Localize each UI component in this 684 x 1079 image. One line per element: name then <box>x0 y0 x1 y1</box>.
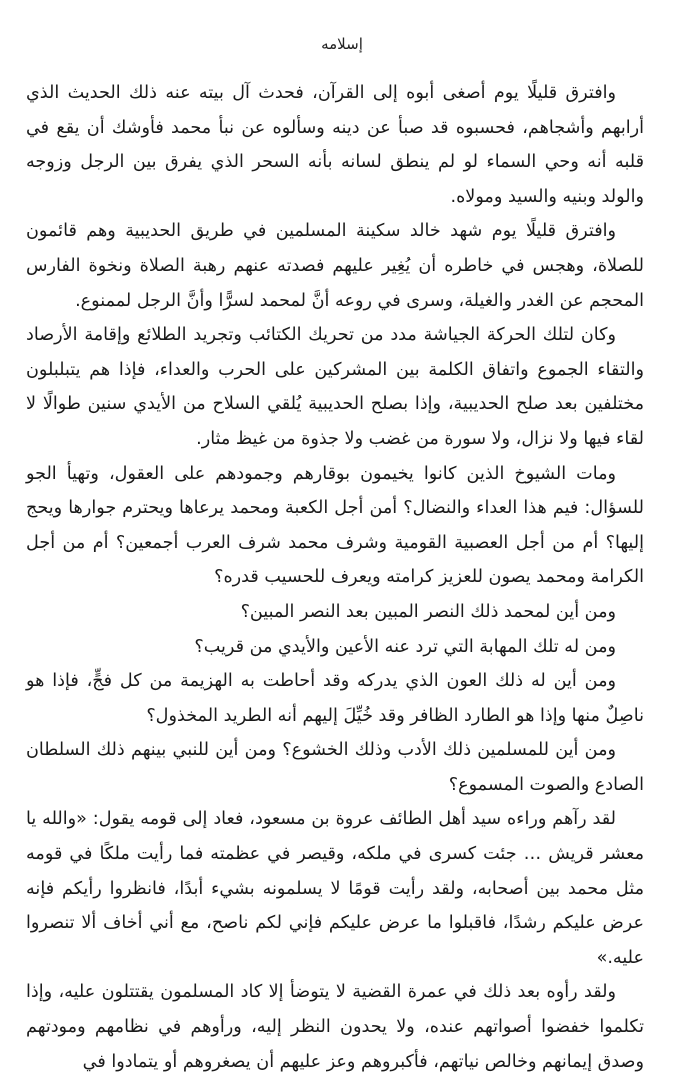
paragraph: وافترق قليلًا يوم شهد خالد سكينة المسلمين في طريق الحديبية وهم قائمون للصلاة، وهجس في خاطره أن يُغِير عليهم فصدته عنهم رهبة الصلاة ونخوة الفارس المحجم عن الغدر والغيلة، وسرى في روعه أنَّ لمحمد لسرًّا وأنَّ الرجل لممنوع. <box>26 221 644 311</box>
paragraph: ولقد رأوه بعد ذلك في عمرة القضية لا يتوضأ إلا كاد المسلمون يقتتلون عليه، وإذا تكلموا خفضوا أصواتهم عنده، ولا يحدون النظر إليه، ورأوهم في نظامهم ومودتهم وصدق إيمانهم وخالص نياتهم، فأكبروهم وعز عليهم أن يصغروهم أو يتمادوا في <box>26 982 644 1072</box>
paragraph: ومن له تلك المهابة التي ترد عنه الأعين والأيدي من قريب؟ <box>194 636 616 657</box>
paragraph: ومن أين للمسلمين ذلك الأدب وذلك الخشوع؟ ومن أين للنبي بينهم ذلك السلطان الصادع والصوت المسموع؟ <box>26 740 644 795</box>
paragraph: وافترق قليلًا يوم أصغى أبوه إلى القرآن، فحدث آل بيته عنه ذلك الحديث الذي أرابهم وأشجاهم، فحسبوه قد صبأ عن دينه وسألوه عن نبأ محمد فأوشك أن يقع في قلبه أنه وحي السماء لو لم ينطق لسانه بأنه السحر الذي يفرق بين الرجل وزوجه والولد وبنيه والسيد ومولاه. <box>26 83 644 207</box>
paragraph: ومن أين له ذلك العون الذي يدركه وقد أحاطت به الهزيمة من كل فجٍّ، فإذا هو ناصِلٌ منها وإذا هو الطارد الظافر وقد خُيِّلَ إليهم أنه الطريد المخذول؟ <box>26 671 644 726</box>
running-header: إسلامه <box>321 35 363 53</box>
paragraph: وكان لتلك الحركة الجياشة مدد من تحريك الكتائب وتجريد الطلائع وإقامة الأرصاد والتقاء الجموع واتفاق الكلمة بين المشركين على الحرب والعداء، فإذا هم يتبلبلون مختلفين بعد صلح الحديبية، وإذا بصلح الحديبية يُلقي السلاح من الأيدي سنين طوالًا لا لقاء فيها ولا نزال، ولا سورة من غضب ولا جذوة من غيظ مثار. <box>26 325 644 449</box>
paragraph: لقد رآهم وراءه سيد أهل الطائف عروة بن مسعود، فعاد إلى قومه يقول: «والله يا معشر قريش … جئت كسرى في ملكه، وقيصر في عظمته فما رأيت ملكًا في قومه مثل محمد بين أصحابه، ولقد رأيت قومًا لا يسلمونه بشيء أبدًا، فانظروا رأيكم فإنه عرض عليكم رشدًا، فاقبلوا ما عرض عليكم فإني لكم ناصح، مع أني أخاف ألا تنصروا عليه.» <box>26 809 644 968</box>
paragraph: ومن أين لمحمد ذلك النصر المبين بعد النصر المبين؟ <box>240 601 616 622</box>
paragraph: ومات الشيوخ الذين كانوا يخيمون بوقارهم وجمودهم على العقول، وتهيأ الجو للسؤال: فيم هذا العداء والنضال؟ أمن أجل الكعبة ومحمد يرعاها ويحترم جوارها ويحج إليها؟ أم من أجل العصبية القومية وشرف محمد شرف العرب أجمعين؟ أم من أجل الكرامة ومحمد يصون للعزيز كرامته ويعرف للحسيب قدره؟ <box>26 463 644 588</box>
body-text <box>26 76 644 1079</box>
